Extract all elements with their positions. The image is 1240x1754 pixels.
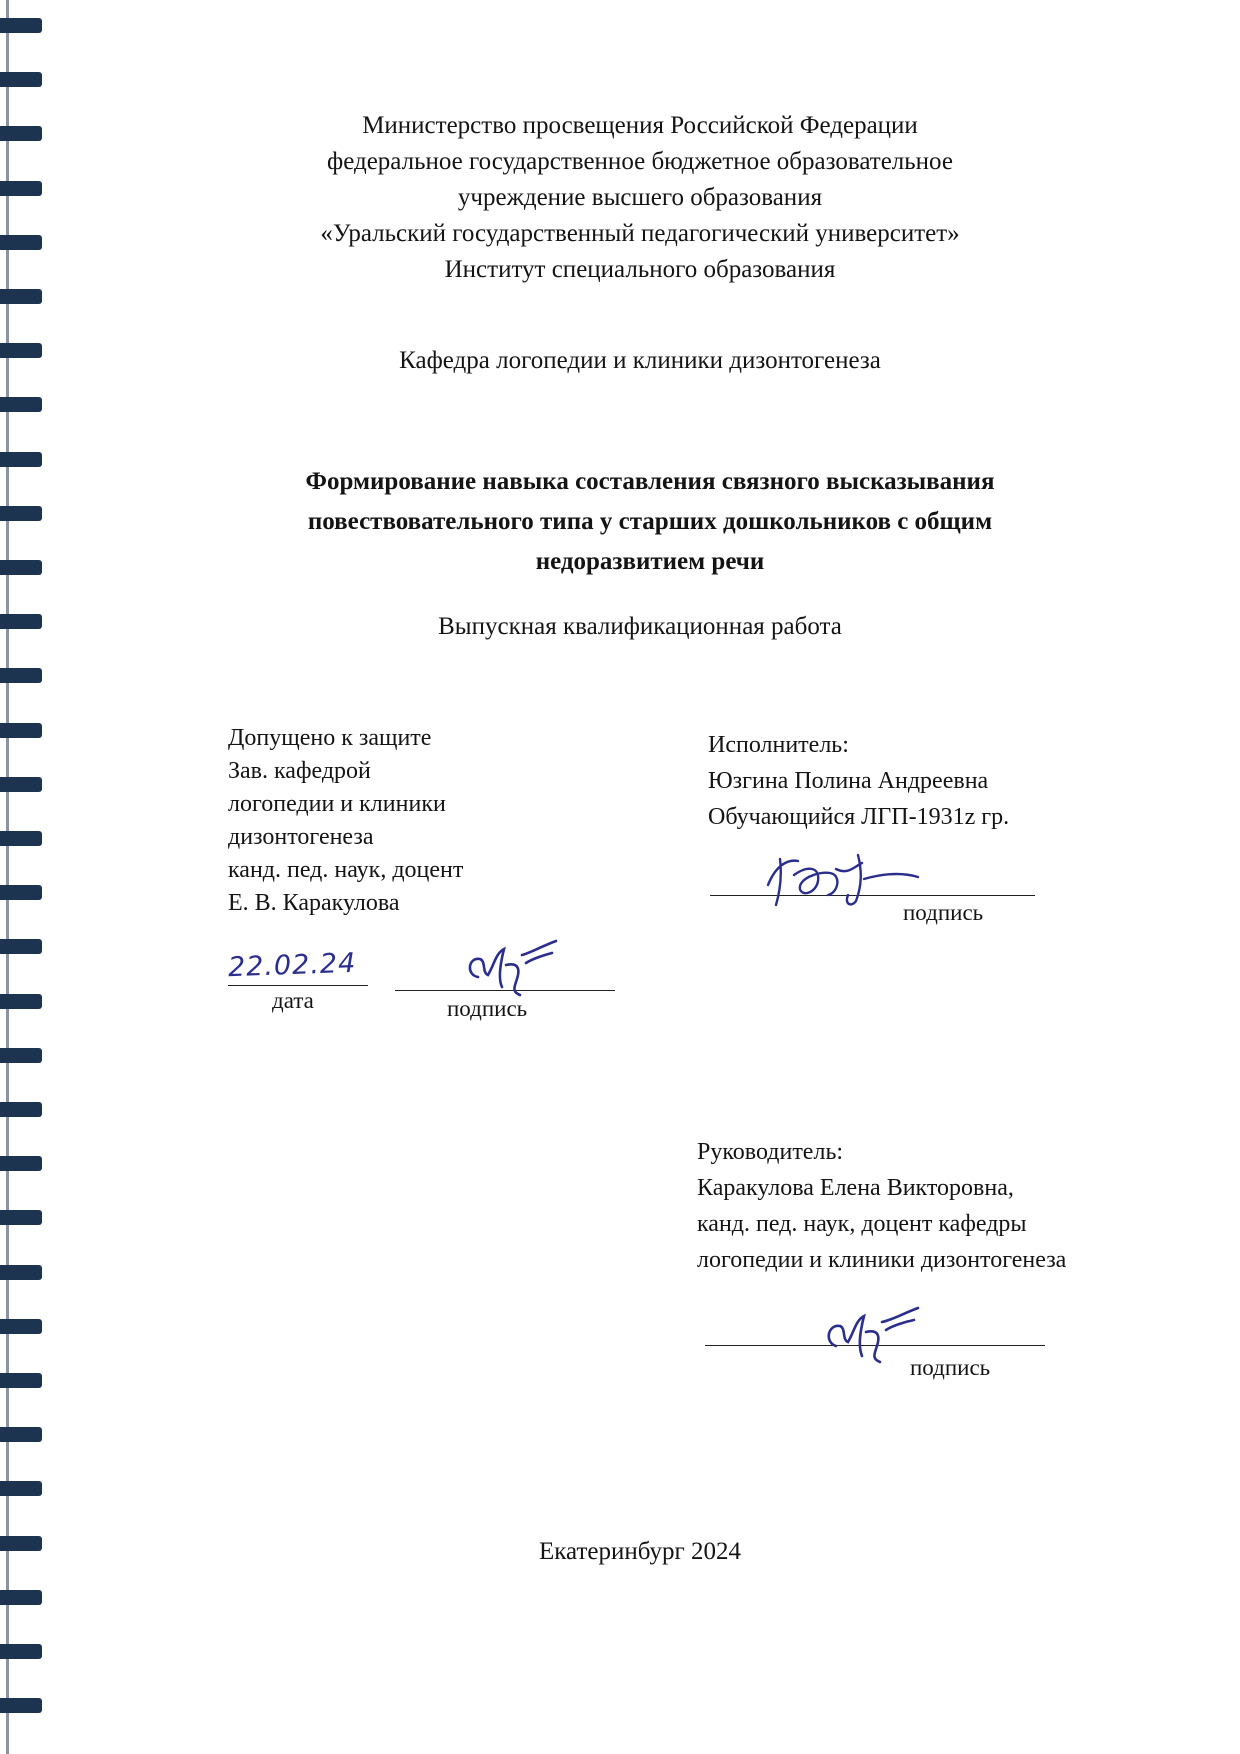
binding-hole — [0, 18, 42, 33]
supervisor-signature-caption: подпись — [910, 1355, 991, 1380]
header-line: федеральное государственное бюджетное образовательное — [327, 148, 953, 175]
binding-hole — [0, 1698, 42, 1713]
binding-hole — [0, 343, 42, 358]
title-line: повествовательного типа у старших дошкольников с общим — [307, 508, 993, 535]
binding-hole — [0, 1319, 42, 1334]
admission-line: Допущено к защите — [228, 725, 432, 751]
binding-hole — [0, 1373, 42, 1388]
binding-hole — [0, 614, 42, 629]
admission-signature-caption: подпись — [447, 996, 528, 1021]
supervisor-line: Каракулова Елена Викторовна, — [697, 1175, 1014, 1201]
header-line: учреждение высшего образования — [457, 184, 823, 211]
executor-line: Обучающийся ЛГП-1931z гр. — [708, 804, 1010, 830]
binding-hole — [0, 1265, 42, 1280]
binding-hole — [0, 1536, 42, 1551]
supervisor-line: логопедии и клиники дизонтогенеза — [697, 1247, 1067, 1273]
binding-hole — [0, 668, 42, 683]
binding-hole — [0, 1590, 42, 1605]
admission-block — [228, 722, 463, 920]
institution-header — [200, 108, 1080, 288]
supervisor-line: канд. пед. наук, доцент кафедры — [697, 1211, 1027, 1237]
supervisor-signature — [820, 1300, 930, 1370]
binding-hole — [0, 560, 42, 575]
executor-line: Юзгина Полина Андреевна — [708, 768, 989, 794]
binding-hole — [0, 235, 42, 250]
executor-signature — [758, 845, 928, 915]
department-name: Кафедра логопедии и клиники дизонтогенеза — [399, 347, 881, 374]
title-line: недоразвитием речи — [535, 548, 765, 575]
admission-signature — [460, 935, 570, 1000]
admission-line: логопедии и клиники — [228, 791, 446, 817]
binding-hole — [0, 1427, 42, 1442]
binding-hole — [0, 831, 42, 846]
executor-signature-caption: подпись — [903, 900, 984, 925]
binding-hole — [0, 1644, 42, 1659]
binding-hole — [0, 452, 42, 467]
binding-hole — [0, 506, 42, 521]
binding-hole — [0, 885, 42, 900]
binding-hole — [0, 1048, 42, 1063]
admission-line: дизонтогенеза — [228, 824, 374, 850]
binding-hole — [0, 397, 42, 412]
header-line: Институт специального образования — [444, 256, 836, 283]
executor-block — [708, 727, 1009, 835]
supervisor-line: Руководитель: — [697, 1139, 844, 1165]
binding-hole — [0, 1102, 42, 1117]
admission-line: Зав. кафедрой — [228, 758, 371, 784]
header-line: Министерство просвещения Российской Федерации — [362, 112, 918, 139]
date-line — [228, 985, 368, 986]
binding-hole — [0, 72, 42, 87]
handwritten-date: 22.02.24 — [227, 947, 357, 984]
supervisor-block — [697, 1134, 1066, 1278]
binding-hole — [0, 289, 42, 304]
work-type: Выпускная квалификационная работа — [438, 613, 842, 640]
admission-line: Е. В. Каракулова — [228, 890, 400, 916]
spiral-binding — [0, 0, 48, 1754]
binding-hole — [0, 939, 42, 954]
binding-hole — [0, 777, 42, 792]
binding-hole — [0, 181, 42, 196]
executor-line: Исполнитель: — [708, 732, 849, 758]
title-line: Формирование навыка составления связного высказывания — [305, 468, 995, 495]
binding-hole — [0, 126, 42, 141]
binding-hole — [0, 1481, 42, 1496]
city-year: Екатеринбург 2024 — [538, 1538, 742, 1565]
thesis-title — [210, 462, 1090, 582]
binding-hole — [0, 1210, 42, 1225]
header-line: «Уральский государственный педагогический университет» — [320, 220, 960, 247]
binding-hole — [0, 1156, 42, 1171]
binding-hole — [0, 723, 42, 738]
admission-line: канд. пед. наук, доцент — [228, 857, 464, 883]
binding-hole — [0, 994, 42, 1009]
date-caption: дата — [272, 988, 314, 1013]
